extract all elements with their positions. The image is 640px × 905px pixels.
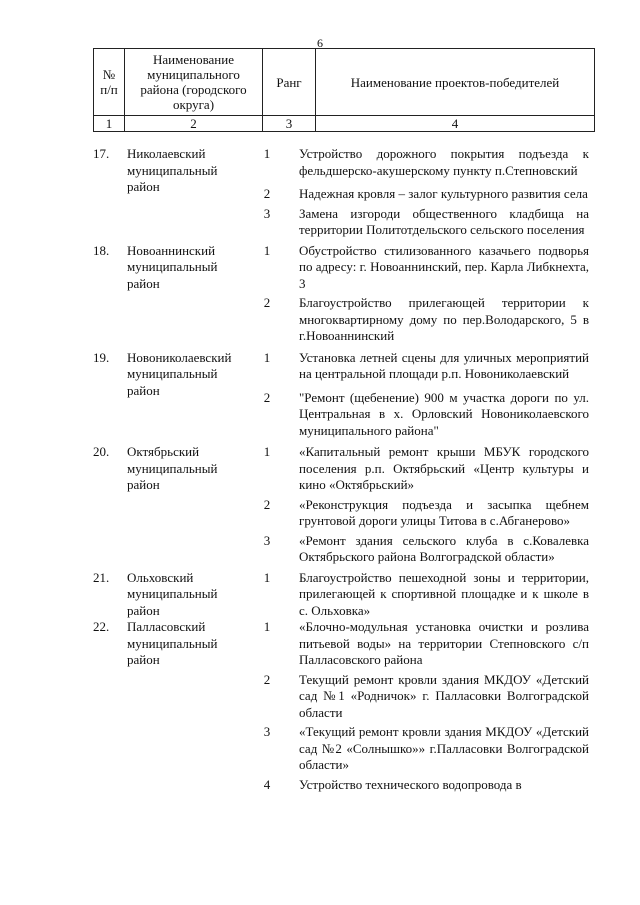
project-rank: 2 <box>263 389 271 405</box>
project-rank: 2 <box>263 295 271 310</box>
entry-district: Новониколаевский муниципальный район <box>127 349 232 398</box>
entry-number: 20. <box>93 444 110 459</box>
project-rank: 3 <box>263 724 271 739</box>
project-item <box>239 186 595 203</box>
header-number: № п/п <box>94 49 125 116</box>
entry-district: Николаевский муниципальный район <box>127 146 218 194</box>
project-rank: 2 <box>263 186 271 201</box>
entry-row <box>93 350 595 440</box>
project-rank: 2 <box>263 496 271 512</box>
project-item <box>239 724 595 774</box>
header-row <box>94 49 595 116</box>
entry-row <box>93 243 595 345</box>
project-item <box>239 350 595 383</box>
project-text: Надежная кровля – залог культурного развития села <box>299 186 588 201</box>
header-rank: Ранг <box>263 49 316 116</box>
project-item <box>239 444 595 494</box>
entry-district: Ольховский муниципальный район <box>127 569 218 618</box>
project-text: Устройство технического водопровода в <box>299 776 522 792</box>
project-text: Обустройство стилизованного казачьего подворья по адресу: г. Новоаннинский, пер. Карла Либкнехта, 3 <box>299 242 589 291</box>
project-rank: 1 <box>263 569 271 585</box>
entry-number: 18. <box>93 242 110 258</box>
project-rank: 3 <box>263 532 271 548</box>
project-rank: 1 <box>263 444 271 459</box>
project-item <box>239 672 595 722</box>
entry-district: Новоаннинский муниципальный район <box>127 242 218 291</box>
entry-projects <box>239 619 595 793</box>
project-item <box>239 570 595 620</box>
project-rank: 1 <box>263 242 271 258</box>
project-text: Благоустройство прилегающей территории к многоквартирному дому по пер.Володарского, 5 в г.Новоаннинский <box>299 295 589 343</box>
project-item <box>239 295 595 345</box>
header-projects: Наименование проектов-победителей <box>316 49 595 116</box>
entry-projects <box>239 444 595 566</box>
entry-projects <box>239 570 595 620</box>
entry-number: 22. <box>93 619 110 634</box>
project-item <box>239 146 595 179</box>
project-text: «Блочно-модульная установка очистки и розлива питьевой воды» на территории Степновского с/п Палласовского района <box>299 619 589 667</box>
entry-number: 19. <box>93 349 110 365</box>
column-number-3: 3 <box>263 116 316 132</box>
project-text: Текущий ремонт кровли здания МКДОУ «Детский сад №1 «Родничок» г. Палласовки Волгоградской области <box>299 671 589 720</box>
entry-projects <box>239 243 595 345</box>
header-district: Наименование муниципального района (городского округа) <box>125 49 263 116</box>
project-text: «Капитальный ремонт крыши МБУК городского поселения р.п. Октябрьский «Центр культуры и кино «Октябрьский» <box>299 444 589 492</box>
project-rank: 2 <box>263 671 271 687</box>
entry-row <box>93 146 595 239</box>
project-rank: 1 <box>263 146 271 161</box>
entry-projects <box>239 146 595 239</box>
project-text: "Ремонт (щебенение) 900 м участка дороги по ул. Центральная в х. Орловский Новониколаевского муниципального района" <box>299 389 589 438</box>
project-item <box>239 390 595 440</box>
column-number-2: 2 <box>125 116 263 132</box>
table-header <box>93 48 595 132</box>
entry-number: 21. <box>93 569 110 585</box>
entry-district: Палласовский муниципальный район <box>127 619 218 667</box>
column-number-4: 4 <box>316 116 595 132</box>
project-text: «Текущий ремонт кровли здания МКДОУ «Детский сад №2 «Солнышко»» г.Палласовки Волгоградской области» <box>299 724 589 772</box>
project-item <box>239 497 595 530</box>
column-number-row <box>94 116 595 132</box>
project-rank: 1 <box>263 349 271 365</box>
project-item <box>239 533 595 566</box>
entry-row <box>93 619 595 793</box>
entry-number: 17. <box>93 146 110 161</box>
column-number-1: 1 <box>94 116 125 132</box>
entries-list <box>93 146 595 793</box>
entry-district: Октябрьский муниципальный район <box>127 444 218 492</box>
project-text: Замена изгороди общественного кладбища на территории Политотдельского сельского поселения <box>299 205 589 237</box>
project-text: «Реконструкция подъезда и засыпка щебнем грунтовой дороги улицы Титова в с.Абганерово» <box>299 496 589 528</box>
project-item <box>239 243 595 293</box>
page-number: 6 <box>317 36 323 50</box>
project-item <box>239 619 595 669</box>
project-item <box>239 206 595 239</box>
project-text: Благоустройство пешеходной зоны и территории, прилегающей к спортивной площадке и к школе в с. Ольховка» <box>299 569 589 618</box>
project-text: Устройство дорожного покрытия подъезда к фельдшерско-акушерскому пункту п.Степновский <box>299 146 589 178</box>
entry-projects <box>239 350 595 440</box>
project-text: Установка летней сцены для уличных мероприятий на центральной площади р.п. Новониколаевский <box>299 349 589 381</box>
entry-row <box>93 444 595 566</box>
project-item <box>239 777 595 794</box>
project-rank: 3 <box>263 205 271 221</box>
project-rank: 1 <box>263 619 271 634</box>
project-text: «Ремонт здания сельского клуба в с.Ковалевка Октябрьского района Волгоградской области» <box>299 532 589 564</box>
entry-row <box>93 570 595 620</box>
project-rank: 4 <box>263 776 271 792</box>
